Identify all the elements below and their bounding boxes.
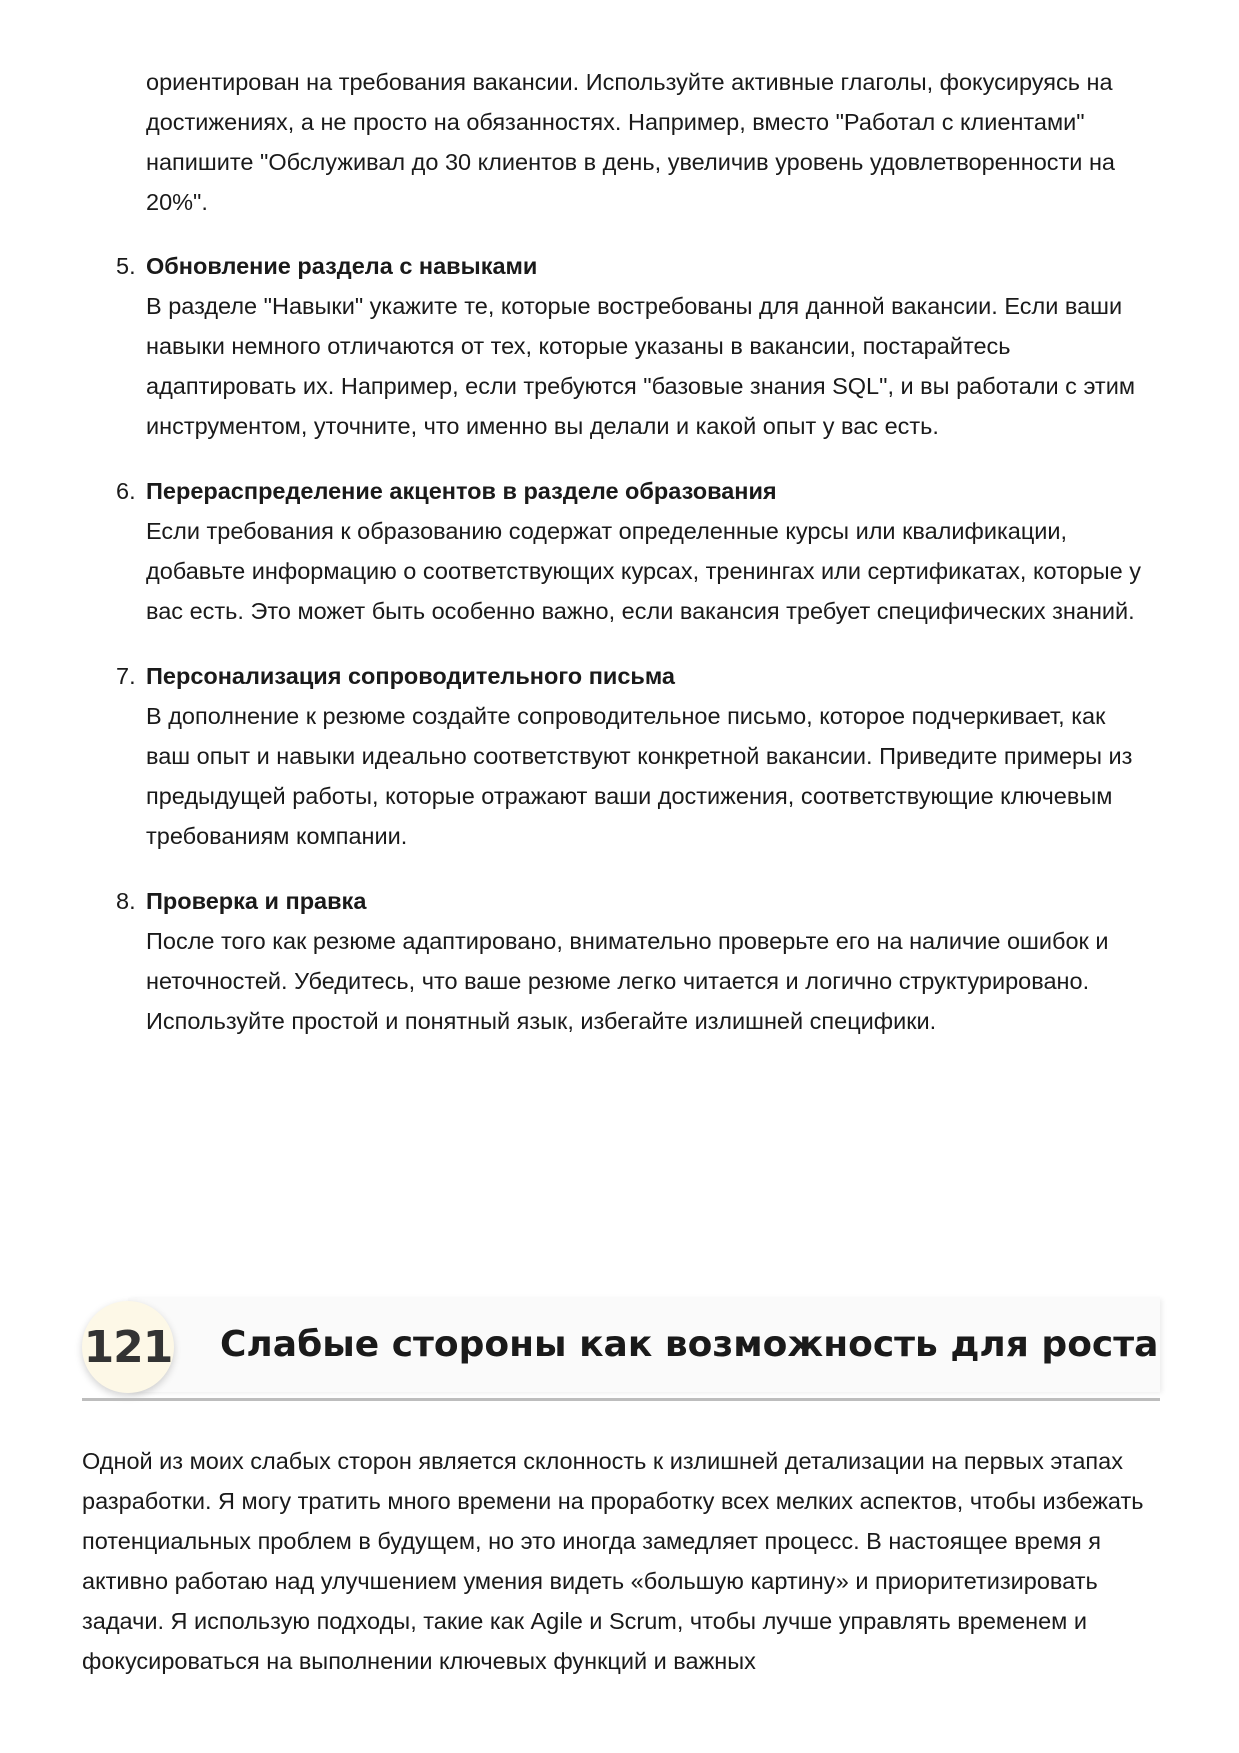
section-divider [82,1398,1160,1401]
section-body-paragraph: Одной из моих слабых сторон является склонность к излишней детализации на первых этапах разработки. Я могу тратить много времени на проработку всех мелких аспектов, чтобы избежать потенциальных проблем в будущем, но это иногда замедляет процесс. В настоящее время я активно работаю над улучшением умения видеть «большую картину» и приоритетизировать задачи. Я использую подходы, такие как Agile и Scrum, чтобы лучше управлять временем и фокусироваться на выполнении ключевых функций и важных [82,1448,1144,1674]
list-item-body: Если требования к образованию содержат определенные курсы или квалификации, добавьте информацию о соответствующих курсах, тренингах или сертификатах, которые у вас есть. Это может быть особенно важно, если вакансия требует специфических знаний. [146,518,1141,624]
list-item-title: Персонализация сопроводительного письма [146,663,675,689]
list-item-number: 7. [116,663,136,689]
continuation-paragraph: ориентирован на требования вакансии. Используйте активные глаголы, фокусируясь на достижениях, а не просто на обязанностях. Например, вместо "Работал с клиентами" напишите "Обслуживал до 30 клиентов в день, увеличив уровень удовлетворенности на 20%". [146,69,1115,215]
list-item-body: После того как резюме адаптировано, внимательно проверьте его на наличие ошибок и неточностей. Убедитесь, что ваше резюме легко читается и логично структурировано. Используйте простой и понятный язык, избегайте излишней специфики. [146,928,1109,1034]
list-item [116,246,1156,446]
section-header [82,1296,1160,1406]
section-title: Слабые стороны как возможность для роста [220,1324,1159,1365]
list-item-number: 8. [116,888,136,914]
list-item-number: 6. [116,478,136,504]
tips-list [116,246,1156,1066]
list-item-title: Перераспределение акцентов в разделе образования [146,478,777,504]
section-number-badge [82,1301,174,1393]
list-item [116,471,1156,631]
list-item [116,881,1156,1041]
list-item-title: Обновление раздела с навыками [146,253,538,279]
list-item-title: Проверка и правка [146,888,367,914]
list-item-body: В разделе "Навыки" укажите те, которые востребованы для данной вакансии. Если ваши навыки немного отличаются от тех, которые указаны в вакансии, постарайтесь адаптировать их. Например, если требуются "базовые знания SQL", и вы работали с этим инструментом, уточните, что именно вы делали и какой опыт у вас есть. [146,293,1135,439]
list-item-number: 5. [116,253,136,279]
section-number: 121 [83,1321,173,1373]
list-item [116,656,1156,856]
list-item-body: В дополнение к резюме создайте сопроводительное письмо, которое подчеркивает, как ваш опыт и навыки идеально соответствуют конкретной вакансии. Приведите примеры из предыдущей работы, которые отражают ваши достижения, соответствующие ключевым требованиям компании. [146,703,1133,849]
